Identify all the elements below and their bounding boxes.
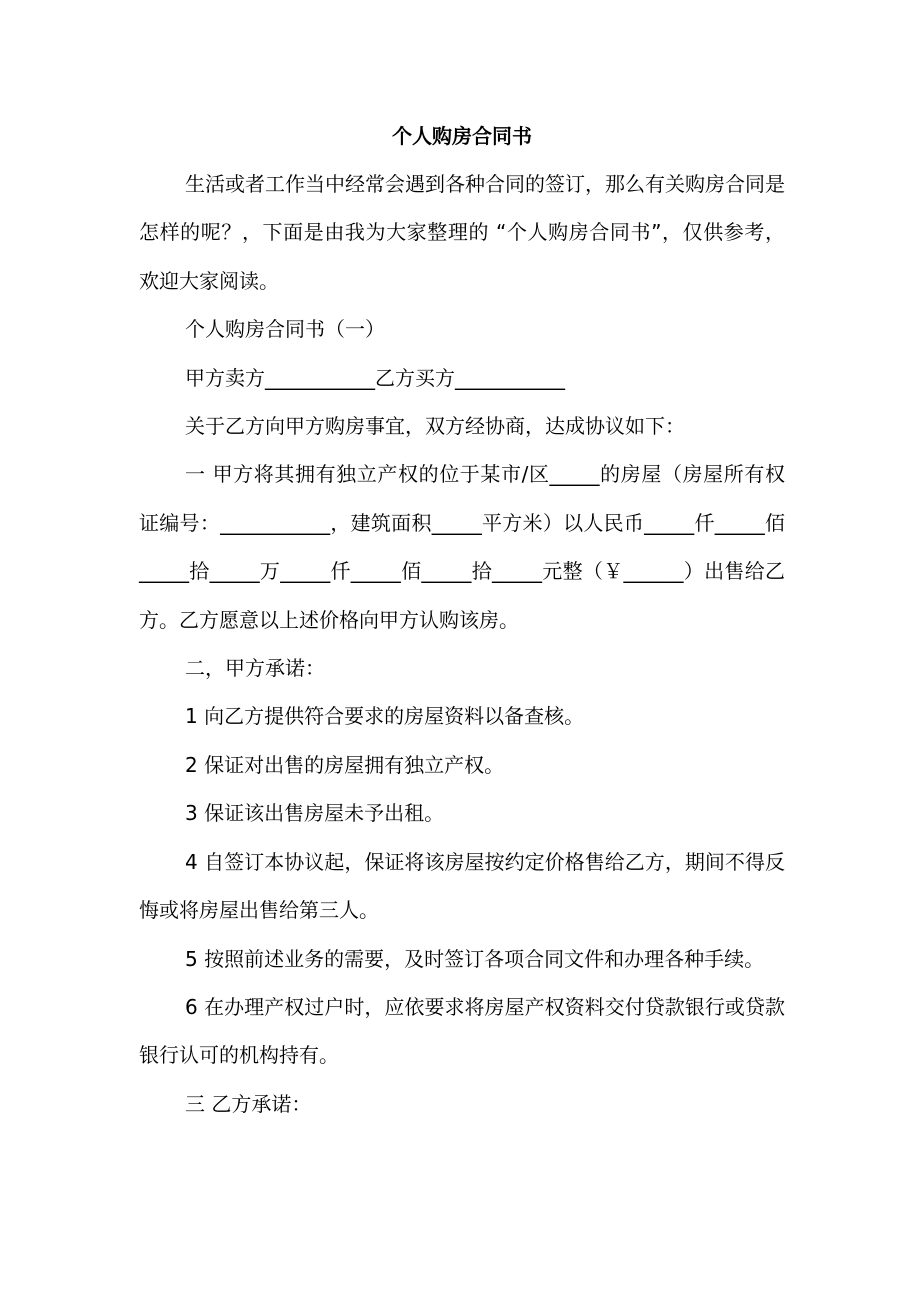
document-page	[139, 118, 785, 1128]
intro-paragraph: 生活或者工作当中经常会遇到各种合同的签订，那么有关购房合同是怎样的呢？，下面是由我为大家整理的 “个人购房合同书”，仅供参考，欢迎大家阅读。	[139, 172, 785, 293]
document-title: 个人购房合同书	[392, 124, 532, 148]
seller-promise-4: 4 自签订本协议起，保证将该房屋按约定价格售给乙方，期间不得反悔或将房屋出售给第三人。	[139, 849, 785, 923]
contract-subtitle: 个人购房合同书（一）	[185, 317, 385, 342]
clause-one: 一 甲方将其拥有独立产权的位于某市/区_____的房屋（房屋所有权证编号：___________，建筑面积_____平方米）以人民币_____仟_____佰_____拾_____万_____仟_____佰_____拾_____元整（￥______）出售给乙方。乙方愿意以上述价格向甲方认购该房。	[139, 462, 785, 632]
seller-promise-3: 3 保证该出售房屋未予出租。	[185, 801, 445, 826]
parties-line: 甲方卖方___________乙方买方___________	[185, 365, 565, 390]
agreement-intro: 关于乙方向甲方购房事宜，双方经协商，达成协议如下：	[185, 414, 685, 439]
clause-two-heading: 二，甲方承诺：	[185, 656, 325, 681]
seller-promise-2: 2 保证对出售的房屋拥有独立产权。	[185, 752, 505, 777]
seller-promise-6: 6 在办理产权过户时，应依要求将房屋产权资料交付贷款银行或贷款银行认可的机构持有。	[139, 994, 785, 1068]
seller-promise-1: 1 向乙方提供符合要求的房屋资料以备查核。	[185, 704, 585, 729]
seller-promise-5: 5 按照前述业务的需要，及时签订各项合同文件和办理各种手续。	[185, 946, 765, 971]
clause-three-heading: 三 乙方承诺：	[185, 1091, 312, 1116]
